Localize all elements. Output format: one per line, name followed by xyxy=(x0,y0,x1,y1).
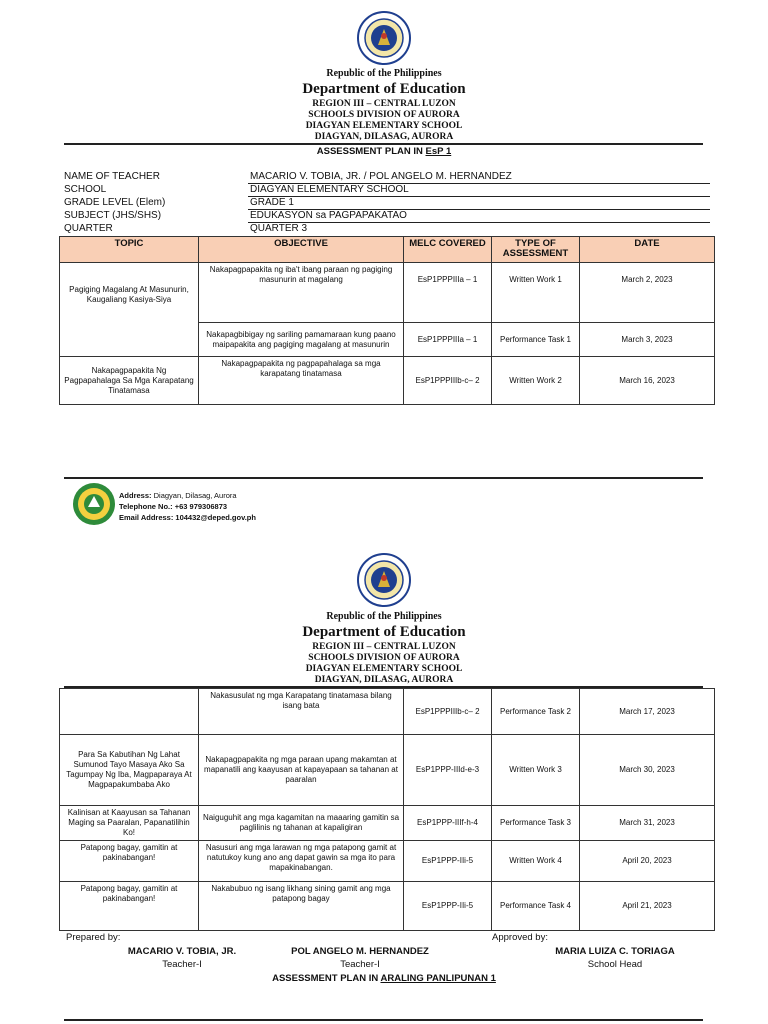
objective-cell: Nakapagpapakita ng pagpapahalaga sa mga karapatang tinatamasa xyxy=(199,357,404,405)
objective-cell: Nakapagpapakita ng iba't ibang paraan ng pagiging masunurin at magalang xyxy=(199,263,404,323)
address-value: Diagyan, Dilasag, Aurora xyxy=(153,491,237,500)
teacher-label: NAME OF TEACHER xyxy=(64,171,160,182)
approved-by-label: Approved by: xyxy=(492,932,548,943)
deped-seal-icon xyxy=(356,10,412,66)
quarter-value: QUARTER 3 xyxy=(250,223,308,234)
table-row xyxy=(60,841,715,882)
topic-cell: Pagiging Magalang At Masunurin, Kaugaliang Kasiya-Siya xyxy=(60,263,199,357)
date-cell: March 2, 2023 xyxy=(580,263,715,323)
plan-title xyxy=(0,146,768,157)
subject-value: EDUKASYON sa PAGPAPAKATAO xyxy=(248,210,710,223)
table-row xyxy=(60,735,715,806)
grade-value: GRADE 1 xyxy=(248,197,710,210)
division-label: SCHOOLS DIVISION OF AURORA xyxy=(308,653,460,663)
melc-cell: EsP1PPPIIIb-c– 2 xyxy=(404,689,492,735)
footer-telephone xyxy=(119,501,256,512)
signatory-role-2: Teacher-I xyxy=(340,959,380,970)
signatory-name-1: MACARIO V. TOBIA, JR. xyxy=(127,946,237,957)
subject-label: SUBJECT (JHS/SHS) xyxy=(64,210,162,221)
teacher-value: MACARIO V. TOBIA, JR. / POL ANGELO M. HERNANDEZ xyxy=(248,171,710,184)
type-cell: Performance Task 2 xyxy=(492,689,580,735)
type-cell: Written Work 4 xyxy=(492,841,580,882)
date-cell: March 30, 2023 xyxy=(580,735,715,806)
quarter-label: QUARTER xyxy=(64,223,113,234)
topic-cell: Para Sa Kabutihan Ng Lahat Sumunod Tayo Masaya Ako Sa Tagumpay Ng Iba, Magpaparaya At Magpapakumbaba Ako xyxy=(60,735,199,806)
objective-cell: Nakapagpapakita ng mga paraan upang makamtan at mapanatili ang kaayusan at kapayapaan sa tahanan at paaralan xyxy=(199,735,404,806)
division-label: SCHOOLS DIVISION OF AURORA xyxy=(308,110,460,120)
objective-cell: Naiguguhit ang mga kagamitan na maaaring gamitin sa paglilinis ng tahanan at kapaligiran xyxy=(199,806,404,841)
date-cell: March 16, 2023 xyxy=(580,357,715,405)
assessment-table-page2 xyxy=(59,688,715,931)
date-cell: April 21, 2023 xyxy=(580,882,715,931)
melc-cell: EsP1PPP-IIIf-h-4 xyxy=(404,806,492,841)
objective-cell: Nakasusulat ng mga Karapatang tinatamasa bilang isang bata xyxy=(199,689,404,735)
signatory-role-3: School Head xyxy=(587,959,643,970)
school-value: DIAGYAN ELEMENTARY SCHOOL xyxy=(248,184,710,197)
next-plan-subject: ARALING PANLIPUNAN 1 xyxy=(380,973,496,984)
melc-cell: EsP1PPP-IIi-5 xyxy=(404,882,492,931)
deped-seal-icon xyxy=(356,552,412,608)
signatory-role-1: Teacher-I xyxy=(162,959,202,970)
school-logo-icon xyxy=(72,482,116,526)
department-title: Department of Education xyxy=(302,624,466,640)
topic-cell: Patapong bagay, gamitin at pakinabangan! xyxy=(60,841,199,882)
melc-cell: EsP1PPP-IIi-5 xyxy=(404,841,492,882)
plan-title-prefix: ASSESSMENT PLAN IN xyxy=(316,146,426,157)
school-address: DIAGYAN, DILASAG, AURORA xyxy=(314,675,454,685)
region-label: REGION III – CENTRAL LUZON xyxy=(312,99,456,109)
footer-contact xyxy=(119,490,256,523)
signatory-name-3: MARIA LUIZA C. TORIAGA xyxy=(555,946,675,957)
header-objective: OBJECTIVE xyxy=(199,237,404,263)
date-cell: April 20, 2023 xyxy=(580,841,715,882)
signatory-name-2: POL ANGELO M. HERNANDEZ xyxy=(291,946,429,957)
type-cell: Written Work 1 xyxy=(492,263,580,323)
topic-cell xyxy=(60,689,199,735)
footer-email xyxy=(119,512,256,523)
topic-cell: Patapong bagay, gamitin at pakinabangan! xyxy=(60,882,199,931)
footer-address xyxy=(119,490,256,501)
table-row xyxy=(60,806,715,841)
melc-cell: EsP1PPPIIIb-c– 2 xyxy=(404,357,492,405)
header-topic: TOPIC xyxy=(60,237,199,263)
header-rule xyxy=(64,143,703,145)
address-label: Address: xyxy=(119,491,152,500)
table-row xyxy=(60,882,715,931)
objective-cell: Nasusuri ang mga larawan ng mga patapong gamit at natutukoy kung ano ang dapat gawin sa mga ito para mapakinabangan. xyxy=(199,841,404,882)
table-row xyxy=(60,263,715,323)
email-label: Email Address: xyxy=(119,513,174,522)
header-type: TYPE OF ASSESSMENT xyxy=(492,237,580,263)
school-address: DIAGYAN, DILASAG, AURORA xyxy=(314,132,454,142)
prepared-by-label: Prepared by: xyxy=(66,932,121,943)
date-cell: March 31, 2023 xyxy=(580,806,715,841)
email-value: 104432@deped.gov.ph xyxy=(175,513,256,522)
telephone-label: Telephone No.: xyxy=(119,502,173,511)
republic-label: Republic of the Philippines xyxy=(326,68,442,79)
telephone-value: +63 979306873 xyxy=(174,502,228,511)
region-label: REGION III – CENTRAL LUZON xyxy=(312,642,456,652)
type-cell: Performance Task 3 xyxy=(492,806,580,841)
date-cell: March 17, 2023 xyxy=(580,689,715,735)
objective-cell: Nakapagbibigay ng sariling pamamaraan kung paano maipapakita ang pagiging magalang at masunurin xyxy=(199,323,404,357)
school-name: DIAGYAN ELEMENTARY SCHOOL xyxy=(305,664,463,674)
type-cell: Performance Task 1 xyxy=(492,323,580,357)
school-label: SCHOOL xyxy=(64,184,107,195)
next-plan-title xyxy=(0,973,768,984)
header-melc: MELC COVERED xyxy=(404,237,492,263)
type-cell: Written Work 2 xyxy=(492,357,580,405)
type-cell: Performance Task 4 xyxy=(492,882,580,931)
republic-label: Republic of the Philippines xyxy=(326,611,442,622)
assessment-table-page1 xyxy=(59,236,715,405)
melc-cell: EsP1PPP-IIId-e-3 xyxy=(404,735,492,806)
topic-cell: Nakapagpapakita Ng Pagpapahalaga Sa Mga Karapatang Tinatamasa xyxy=(60,357,199,405)
footer-rule xyxy=(64,477,703,479)
header-date: DATE xyxy=(580,237,715,263)
table-row xyxy=(60,689,715,735)
department-title: Department of Education xyxy=(302,81,466,97)
next-plan-prefix: ASSESSMENT PLAN IN xyxy=(272,973,381,984)
type-cell: Written Work 3 xyxy=(492,735,580,806)
date-cell: March 3, 2023 xyxy=(580,323,715,357)
plan-title-subject: EsP 1 xyxy=(425,146,452,157)
melc-cell: EsP1PPPIIIa – 1 xyxy=(404,263,492,323)
melc-cell: EsP1PPPIIIa – 1 xyxy=(404,323,492,357)
table-row xyxy=(60,357,715,405)
topic-cell: Kalinisan at Kaayusan sa Tahanan Maging sa Paaralan, Papanatilihin Ko! xyxy=(60,806,199,841)
table-header-row xyxy=(60,237,715,263)
bottom-rule xyxy=(64,1019,703,1021)
objective-cell: Nakabubuo ng isang likhang sining gamit ang mga patapong bagay xyxy=(199,882,404,931)
grade-label: GRADE LEVEL (Elem) xyxy=(64,197,166,208)
school-name: DIAGYAN ELEMENTARY SCHOOL xyxy=(305,121,463,131)
